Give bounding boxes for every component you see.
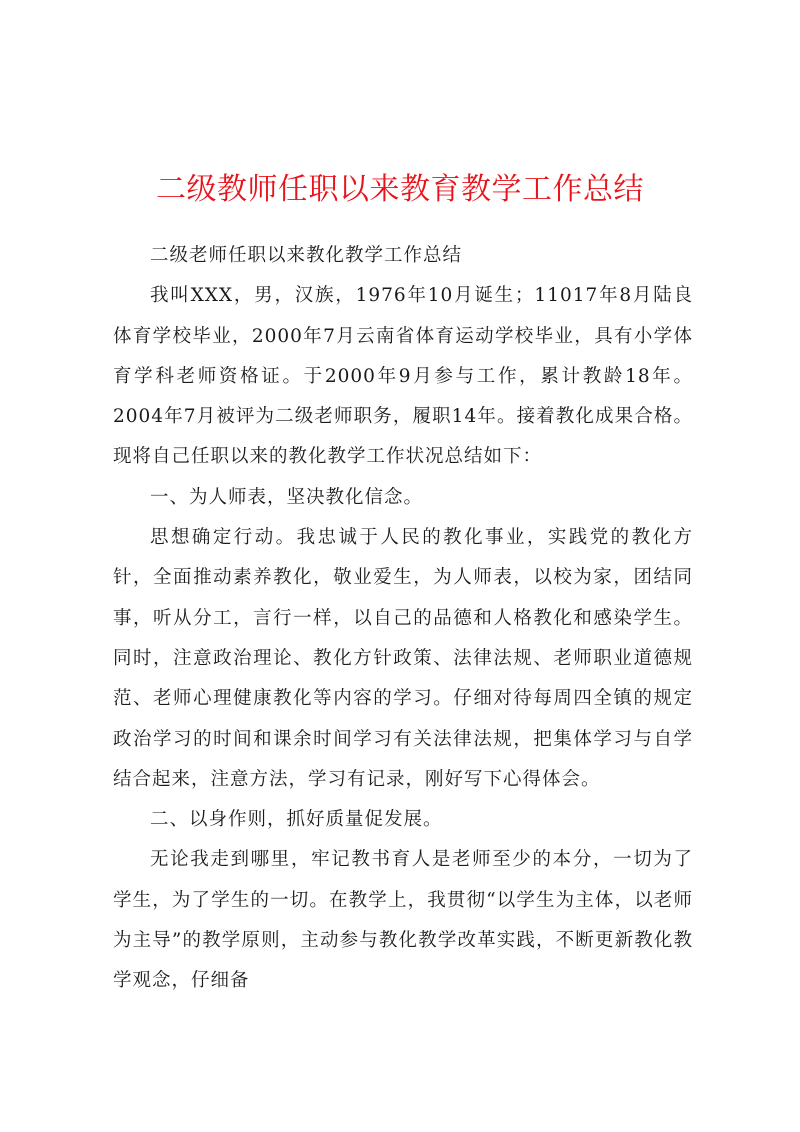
paragraph-section-2: 无论我走到哪里，牢记教书育人是老师至少的本分，一切为了学生，为了学生的一切。在教学上，我贯彻“以学生为主体，以老师为主导”的教学原则，主动参与教化教学改革实践，不断更新教化教学观念，仔细备: [113, 849, 693, 992]
section-heading-2: 二、以身作则，抓好质量促发展。: [150, 809, 443, 831]
document-body: [113, 236, 693, 1002]
paragraph-intro: 我叫XXX，男，汉族，1976年10月诞生；11017年8月陆良体育学校毕业，2000年7月云南省体育运动学校毕业，具有小学体育学科老师资格证。于2000年9月参与工作，累计教龄18年。2004年7月被评为二级老师职务，履职14年。接着教化成果合格。现将自己任职以来的教化教学工作状况总结如下：: [113, 285, 693, 468]
document-title: 二级教师任职以来教育教学工作总结: [156, 172, 644, 207]
paragraph-section-1: 思想确定行动。我忠诚于人民的教化事业，实践党的教化方针，全面推动素养教化，敬业爱生，为人师表，以校为家，团结同事，听从分工，言行一样，以自己的品德和人格教化和感染学生。同时，注意政治理论、教化方针政策、法律法规、老师职业道德规范、老师心理健康教化等内容的学习。仔细对待每周四全镇的规定政治学习的时间和课余时间学习有关法律法规，把集体学习与自学结合起来，注意方法，学习有记录，刚好写下心得体会。: [113, 527, 693, 790]
section-heading-1: 一、为人师表，坚决教化信念。: [150, 486, 424, 508]
paragraph-subtitle: 二级老师任职以来教化教学工作总结: [150, 245, 463, 266]
